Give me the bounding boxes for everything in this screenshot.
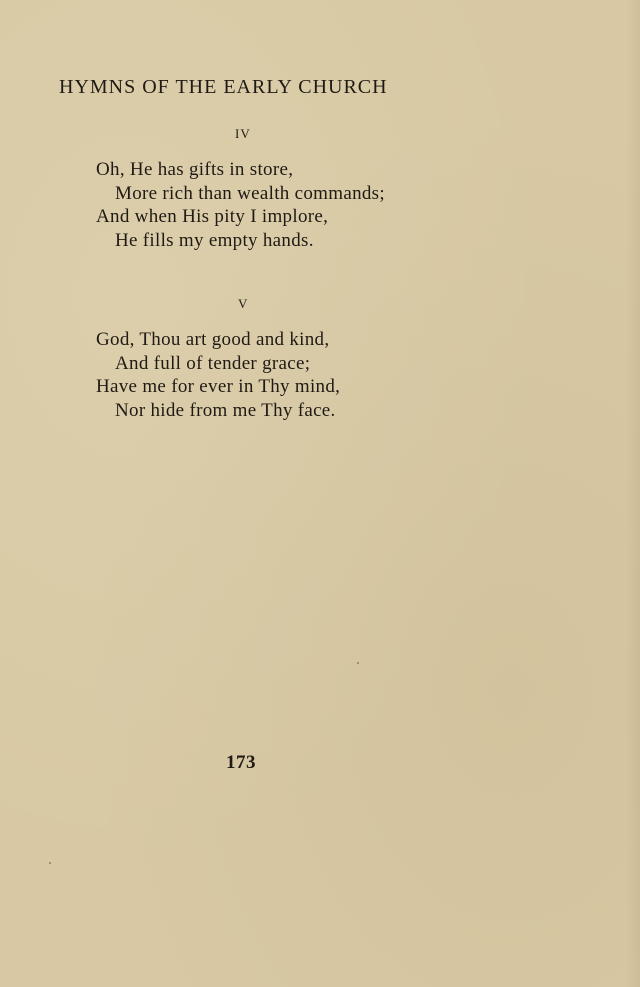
section-number-v: V xyxy=(238,296,249,311)
stanza-line: He fills my empty hands. xyxy=(115,229,314,251)
paper-speck xyxy=(49,862,51,864)
stanza-line: Nor hide from me Thy face. xyxy=(115,399,336,421)
stanza-line: Have me for ever in Thy mind, xyxy=(96,376,341,397)
stanza-v xyxy=(96,328,456,422)
stanza-iv xyxy=(96,158,456,252)
paper-speck xyxy=(357,662,359,664)
page-edge-shadow xyxy=(626,0,640,987)
stanza-line: And when His pity I implore, xyxy=(96,206,329,227)
stanza-line: And full of tender grace; xyxy=(115,352,311,374)
stanza-line: God, Thou art good and kind, xyxy=(96,329,330,350)
stanza-line: Oh, He has gifts in store, xyxy=(96,159,294,180)
page-number: 173 xyxy=(226,752,256,773)
running-head-title: HYMNS OF THE EARLY CHURCH xyxy=(59,76,388,98)
section-number-iv: IV xyxy=(235,126,251,141)
stanza-line: More rich than wealth commands; xyxy=(115,182,385,204)
